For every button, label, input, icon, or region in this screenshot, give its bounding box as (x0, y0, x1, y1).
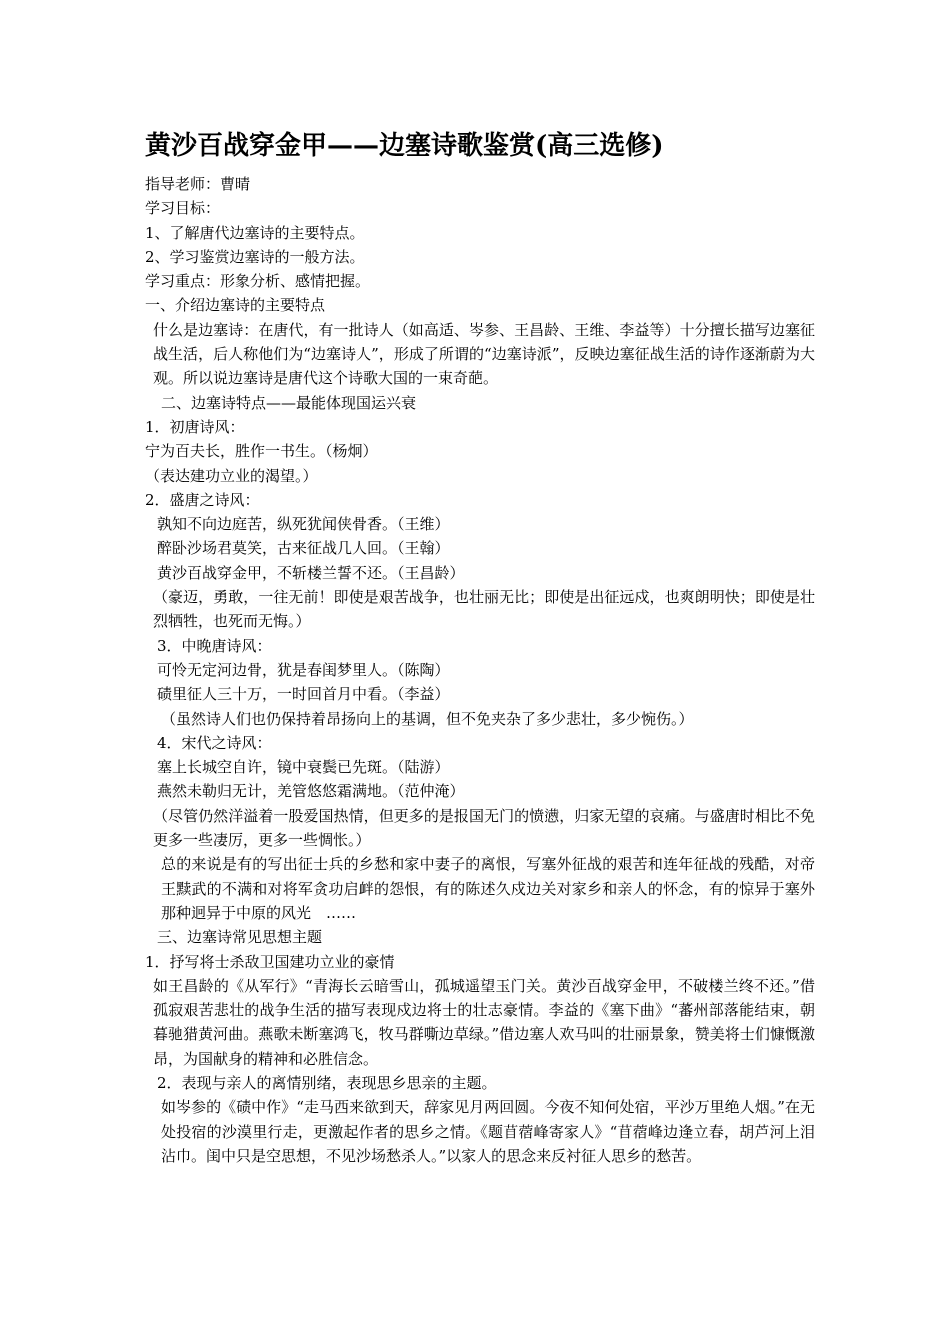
body-line: 2．表现与亲人的离情别绪，表现思乡思亲的主题。 (157, 1073, 497, 1092)
body-line: 塞上长城空自许，镜中衰鬓已先斑。（陆游） (157, 758, 450, 777)
body-line: 孰知不向边庭苦，纵死犹闻侠骨香。（王维） (157, 515, 450, 534)
body-line: 三、边塞诗常见思想主题 (157, 928, 323, 947)
body-paragraph: 如王昌龄的《从军行》“青海长云暗雪山，孤城遥望玉门关。黄沙百战穿金甲，不破楼兰终不还。”借孤寂艰苦悲壮的战争生活的描写表现戍边将士的壮志豪情。李益的《塞下曲》“蕃州部落能结束，朝暮驰猎黄河曲。燕歌未断塞鸿飞，牧马群嘶边草绿。”借边塞人欢马叫的壮丽景象，赞美将士们慷慨激昂，为国献身的精神和必胜信念。 (153, 976, 815, 1068)
body-line: 黄沙百战穿金甲，不斩楼兰誓不还。（王昌龄） (157, 563, 465, 582)
body-line: 3．中晚唐诗风： (157, 636, 272, 655)
body-line: 可怜无定河边骨，犹是春闺梦里人。（陈陶） (157, 660, 450, 679)
document-title: 黄沙百战穿金甲——边塞诗歌鉴赏(高三选修) (145, 131, 664, 161)
body-paragraph: （豪迈，勇敢，一往无前！即使是艰苦战争，也壮丽无比；即使是出征远戍，也爽朗明快；即使是壮烈牺牲，也死而无悔。） (153, 588, 815, 631)
body-line: 1、了解唐代边塞诗的主要特点。 (145, 223, 365, 242)
body-line: 1．初唐诗风： (145, 417, 245, 436)
body-line: 燕然未勒归无计，羌管悠悠霜满地。（范仲淹） (157, 782, 465, 801)
body-line: 2、学习鉴赏边塞诗的一般方法。 (145, 247, 365, 266)
body-line: 一、介绍边塞诗的主要特点 (145, 296, 326, 315)
body-paragraph: （尽管仍然洋溢着一股爱国热情，但更多的是报国无门的愤懑，归家无望的哀痛。与盛唐时相比不免更多一些凄厉，更多一些惆怅。） (153, 806, 815, 850)
body-line: 2．盛唐之诗风： (145, 490, 260, 509)
body-line: 1．抒写将士杀敌卫国建功立业的豪情 (145, 952, 395, 971)
body-line: 二、边塞诗特点——最能体现国运兴衰 (161, 393, 417, 412)
body-line: 宁为百夫长，胜作一书生。（杨炯） (145, 442, 378, 461)
body-line: 碛里征人三十万，一时回首月中看。（李益） (157, 685, 450, 704)
document-body (145, 172, 815, 1168)
body-line: （表达建功立业的渴望。） (145, 466, 318, 485)
body-line: 学习目标： (145, 199, 221, 218)
body-line: （虽然诗人们也仍保持着昂扬向上的基调，但不免夹杂了多少悲壮，多少惋伤。） (161, 709, 694, 728)
body-paragraph: 什么是边塞诗：在唐代，有一批诗人（如高适、岑参、王昌龄、王维、李益等）十分擅长描写边塞征战生活，后人称他们为“边塞诗人”，形成了所谓的“边塞诗派”，反映边塞征战生活的诗作逐渐蔚为大观。所以说边塞诗是唐代这个诗歌大国的一束奇葩。 (153, 320, 815, 388)
body-paragraph: 如岑参的《碛中作》“走马西来欲到天，辞家见月两回圆。今夜不知何处宿，平沙万里绝人烟。”在无处投宿的沙漠里行走，更激起作者的思乡之情。《题苜蓿峰寄家人》“苜蓿峰边逢立春，胡芦河上泪沾巾。闺中只是空思想，不见沙场愁杀人。”以家人的思念来反衬征人思乡的愁苦。 (161, 1098, 815, 1165)
body-paragraph: 总的来说是有的写出征士兵的乡愁和家中妻子的离恨，写塞外征战的艰苦和连年征战的残酷，对帝王黩武的不满和对将军贪功启衅的怨恨，有的陈述久戍边关对家乡和亲人的怀念，有的惊异于塞外那种迥异于中原的风光 …… (161, 855, 815, 922)
document-page (145, 128, 815, 1168)
body-line: 指导老师：曹晴 (145, 175, 251, 193)
body-line: 醉卧沙场君莫笑，古来征战几人回。（王翰） (157, 539, 450, 558)
body-line: 学习重点：形象分析、感情把握。 (145, 272, 371, 291)
body-line: 4．宋代之诗风： (157, 733, 272, 752)
